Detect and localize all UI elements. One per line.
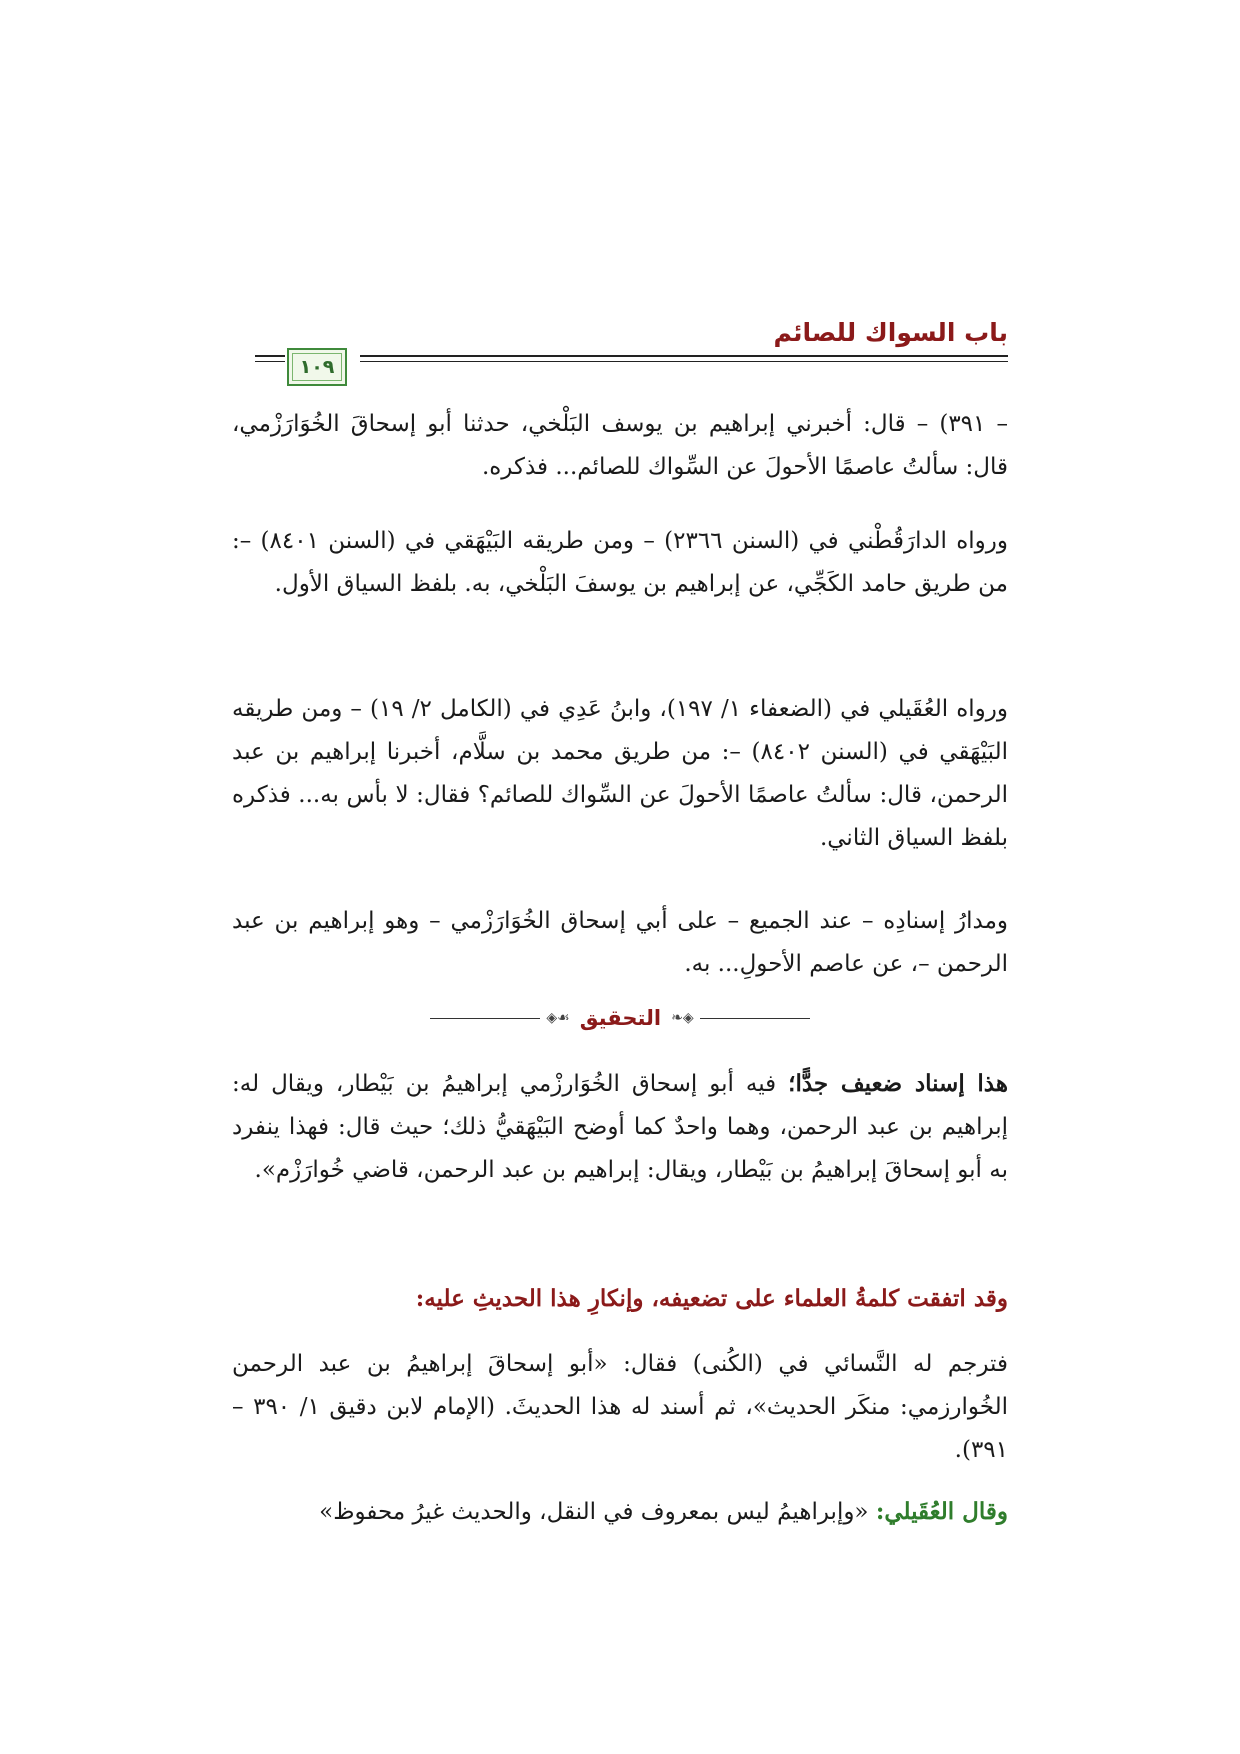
section-divider (430, 1008, 810, 1028)
header-rule-left (255, 355, 285, 357)
quote-lead: وقال العُقَيلي: (875, 1498, 1008, 1525)
page-number-badge (287, 348, 347, 386)
paragraph-6 (232, 1343, 1008, 1472)
page-number: ١٠٩ (299, 356, 335, 378)
paragraph-1-text: – ٣٩١) – قال: أخبرني إبراهيم بن يوسف البَلْخي، حدثنا أبو إسحاقَ الخُوَارَزْمي، قال: سألتُ عاصمًا الأحولَ عن السِّواك للصائم... فذكره. (232, 411, 1008, 480)
paragraph-7-text (232, 1490, 1008, 1534)
paragraph-4-text: ومدارُ إسنادِه – عند الجميع – على أبي إسحاق الخُوَارَزْمي – وهو إبراهيم بن عبد الرحمن –، عن عاصم الأحولِ... به. (232, 908, 1008, 977)
ornament-icon: ◈❧ (671, 1010, 694, 1026)
subheading: وقد اتفقت كلمةُ العلماء على تضعيفه، وإنكارِ هذا الحديثِ عليه: (415, 1285, 1008, 1312)
paragraph-3 (232, 688, 1008, 860)
chapter-title: باب السواك للصائم (773, 318, 1008, 347)
ornament-icon: ☙◈ (546, 1010, 570, 1026)
paragraph-2 (232, 520, 1008, 606)
paragraph-1 (232, 403, 1008, 489)
verdict-bold: هذا إسناد ضعيف جدًّا؛ (788, 1070, 1008, 1097)
paragraph-5-rest: فيه أبو إسحاق الخُوَارزْمي إبراهيمُ بن بَيْطار، ويقال له: إبراهيم بن عبد الرحمن، وهما واحدٌ كما أوضح البَيْهَقيُّ ذلك؛ حيث قال: فهذا ينفرد به أبو إسحاقَ إبراهيمُ بن بَيْطار، ويقال: إبراهيم بن عبد الرحمن، قاضي خُوارَزْم». (232, 1071, 1008, 1183)
paragraph-5 (232, 1062, 1008, 1192)
paragraph-5-text (232, 1062, 1008, 1192)
header-rule-left-thin (255, 361, 285, 362)
divider-line-left (430, 1018, 540, 1019)
paragraph-6-text: فترجم له النَّسائي في (الكُنى) فقال: «أبو إسحاقَ إبراهيمُ بن عبد الرحمن الخُوارزمي: منكَر الحديث»، ثم أسند له هذا الحديثَ. (الإمام لابن دقيق ١/ ٣٩٠ – ٣٩١). (232, 1351, 1008, 1463)
header-rule-right (360, 355, 1008, 357)
paragraph-7-rest: «وإبراهيمُ ليس بمعروف في النقل، والحديث غيرُ محفوظ» (319, 1499, 876, 1525)
paragraph-2-text: ورواه الدارَقُطْني في (السنن ٢٣٦٦) – ومن طريقه البَيْهَقي في (السنن ٨٤٠١) –: من طريق حامد الكَجِّي، عن إبراهيم بن يوسفَ البَلْخي، به. بلفظ السياق الأول. (232, 528, 1009, 597)
section-label: التحقيق (579, 1006, 662, 1030)
header-rule-right-thin (360, 361, 1008, 362)
paragraph-4 (232, 900, 1008, 986)
paragraph-3-text: ورواه العُقَيلي في (الضعفاء ١/ ١٩٧)، وابنُ عَدِي في (الكامل ٢/ ١٩) – ومن طريقه البَيْهَقي في (السنن ٨٤٠٢) –: من طريق محمد بن سلَّام، أخبرنا إبراهيم بن عبد الرحمن، قال: سألتُ عاصمًا الأحولَ عن السِّواك للصائم؟ فقال: لا بأس به... فذكره بلفظ السياق الثاني. (232, 696, 1008, 851)
paragraph-7 (232, 1490, 1008, 1534)
divider-line-right (700, 1018, 810, 1019)
